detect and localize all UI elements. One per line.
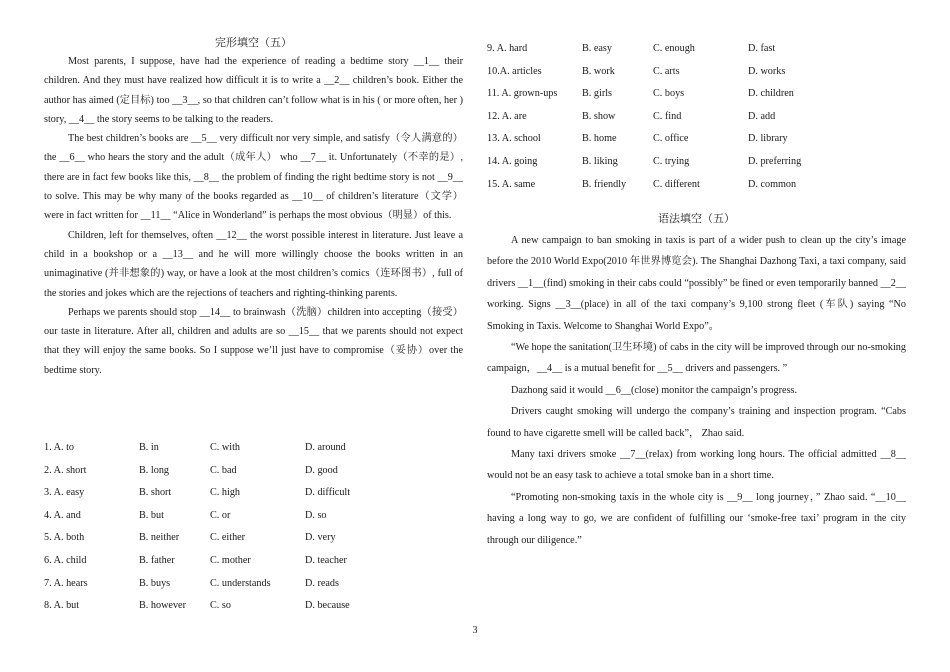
option-c: C. high <box>210 487 241 499</box>
option-b: B. buys <box>139 577 171 589</box>
option-c: C. or <box>210 509 231 521</box>
cloze-paragraph-4: Perhaps we parents should stop __14__ to brainwash（洗脑）children into accepting（接受）our taste in literature. After all, children and adults are so __15__ that we parents should not expect that they will enjoy the same books. So I suppose we’ll just have to compromise（妥协）over the bedtime story. <box>44 306 463 376</box>
cloze-paragraph-2: The best children’s books are __5__ very difficult nor very simple, and satisfy（令人满意的） the __6__ who hears the story and the adult（成年人） who __7__ it. Unfortunately（不幸的是）, there are in fact few books like this, __8__ the problem of finding the right bedtime story is not __9__ to solve. This may be why many of the books regarded as __10__ of children’s literature（文学） were in fact written for __11__ “Alice in Wonderland” is perhaps the most obvious（明显）of this. <box>44 133 463 222</box>
option-b: B. in <box>139 442 159 453</box>
option-c: C. either <box>210 532 246 544</box>
option-a: 2. A. short <box>44 464 87 476</box>
option-a: 11. A. grown-ups <box>487 88 558 100</box>
option-b: B. long <box>139 464 170 476</box>
option-d: D. fast <box>748 43 776 54</box>
cloze-paragraph-3: Children, left for themselves, often __12__ the worst possible interest in literature. Just leave a child in a bookshop or a __13__ and he will more willingly choose the books written in an unimaginative (并非想象的) way, or have a look at the most children’s comics（连环图书）, full of the stories and jokes which are the rejections of teachers and righting-thinking parents. <box>44 229 463 299</box>
option-b: B. work <box>582 65 615 77</box>
cloze-title: 完形填空（五） <box>215 37 292 49</box>
option-c: C. so <box>210 600 231 612</box>
option-row-7 <box>44 573 385 596</box>
option-row-9 <box>487 38 838 61</box>
option-d: D. common <box>748 178 797 190</box>
cloze-paragraph-1: Most parents, I suppose, have had the experience of reading a bedtime story __1__ their children. And they must have realized how difficult it is to write a __2__ children’s book. Either the author has aimed (定目标) too __3__, so that children can’t follow what is in his ( or more often, her ) story, __4__ the story seems to be talking to the readers. <box>44 56 463 125</box>
grammar-paragraph-6: “Promoting non-smoking taxis in the whole city is __9__ long journey，” Zhao said. “__10__ having a long way to go, we are confident of fulfilling our ‘smoke-free taxi’ program in the city through our diligence.” <box>487 491 906 546</box>
option-row-5 <box>44 527 385 550</box>
option-row-2 <box>44 460 385 483</box>
option-a: 5. A. both <box>44 532 85 544</box>
option-b: B. friendly <box>582 178 627 190</box>
option-b: B. however <box>139 600 186 612</box>
option-d: D. good <box>305 464 338 476</box>
option-d: D. preferring <box>748 155 802 167</box>
option-row-4 <box>44 505 385 528</box>
option-b: B. show <box>582 110 616 122</box>
option-row-6 <box>44 550 385 573</box>
option-a: 14. A. going <box>487 155 538 167</box>
grammar-paragraph-3: Dazhong said it would __6__(close) monitor the campaign’s progress. <box>511 384 798 396</box>
option-row-12 <box>487 106 838 129</box>
option-d: D. reads <box>305 577 339 589</box>
grammar-paragraph-4: Drivers caught smoking will undergo the company’s training and inspection program. “Cabs found to have cigarette smell will be called back”， Zhao said. <box>487 406 906 439</box>
option-d: D. very <box>305 532 336 544</box>
option-b: B. liking <box>582 155 618 167</box>
option-row-10 <box>487 61 838 84</box>
option-a: 1. A. to <box>44 442 74 453</box>
cloze-options-left <box>44 437 385 618</box>
option-a: 6. A. child <box>44 554 87 566</box>
option-b: B. short <box>139 487 172 499</box>
option-c: C. find <box>653 110 682 122</box>
option-c: C. understands <box>210 577 271 589</box>
option-row-11 <box>487 83 838 106</box>
option-c: C. office <box>653 133 689 145</box>
option-row-3 <box>44 482 385 505</box>
cloze-options-right <box>487 38 838 196</box>
option-c: C. mother <box>210 554 251 566</box>
option-row-8 <box>44 595 385 618</box>
option-row-1 <box>44 437 385 460</box>
page-number: 3 <box>472 625 478 636</box>
option-c: C. bad <box>210 464 237 476</box>
option-d: D. teacher <box>305 554 347 566</box>
option-b: B. easy <box>582 43 612 54</box>
option-row-15 <box>487 174 838 197</box>
option-row-13 <box>487 128 838 151</box>
option-a: 8. A. but <box>44 600 80 612</box>
option-a: 3. A. easy <box>44 487 85 499</box>
option-d: D. so <box>305 509 327 521</box>
option-b: B. but <box>139 509 164 521</box>
grammar-paragraph-5: Many taxi drivers smoke __7__(relax) from working long hours. The official admitted __8__ would not be an easy task to achieve a total smoke ban in a short time. <box>487 449 906 482</box>
option-d: D. add <box>748 110 776 122</box>
option-b: B. neither <box>139 532 180 544</box>
grammar-paragraph-1: A new campaign to ban smoking in taxis is part of a wider push to clean up the city’s image before the 2010 World Expo(2010 年世界博览会). The Shanghai Dazhong Taxi, a taxi company, said drivers __1__(find) smoking in their cabs could “possibly” be fined or even temporarily banned __2__ working. Signs __3__(place) in all of the taxi company’s 9,100 strong fleet (车队) saying “No Smoking in Taxis. Welcome to Shanghai World Expo”。 <box>487 235 906 332</box>
grammar-paragraph-2: “We hope the sanitation(卫生环境) of cabs in the city will be improved through our no-smoking campaign，__4__ is a mutual benefit for __5__ drivers and passengers. ” <box>487 342 906 375</box>
option-d: D. because <box>305 600 350 612</box>
grammar-title: 语法填空（五） <box>658 213 735 225</box>
option-a: 15. A. same <box>487 178 536 190</box>
option-b: B. father <box>139 554 175 566</box>
option-a: 10.A. articles <box>487 65 542 77</box>
option-b: B. girls <box>582 88 613 100</box>
option-c: C. trying <box>653 155 690 167</box>
option-a: 9. A. hard <box>487 43 528 54</box>
option-a: 7. A. hears <box>44 577 88 589</box>
option-d: D. difficult <box>305 487 351 499</box>
option-c: C. with <box>210 442 241 453</box>
option-c: C. arts <box>653 65 680 77</box>
option-d: D. library <box>748 133 788 145</box>
option-d: D. around <box>305 442 346 453</box>
option-a: 4. A. and <box>44 509 81 521</box>
option-row-14 <box>487 151 838 174</box>
option-c: C. different <box>653 178 700 190</box>
option-c: C. boys <box>653 88 685 100</box>
option-a: 12. A. are <box>487 110 527 122</box>
option-c: C. enough <box>653 43 695 54</box>
option-d: D. works <box>748 65 786 77</box>
option-b: B. home <box>582 133 617 145</box>
option-a: 13. A. school <box>487 133 541 145</box>
option-d: D. children <box>748 88 794 100</box>
